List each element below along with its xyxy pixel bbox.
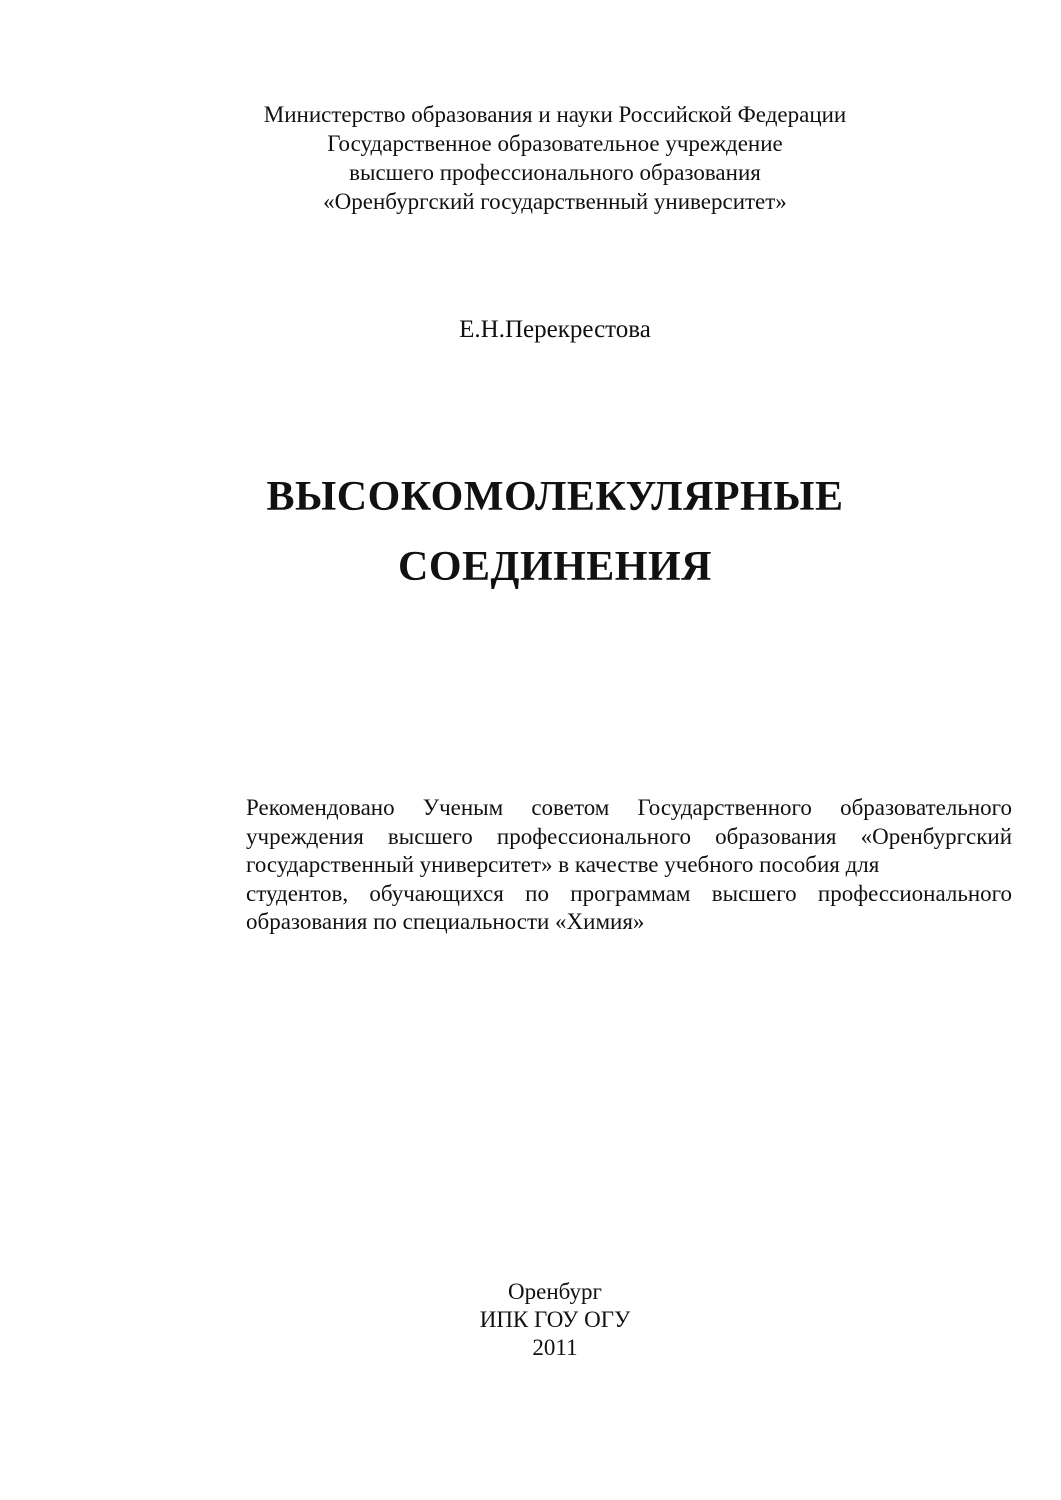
recommendation-line-2: учреждения высшего профессионального образования «Оренбургский: [246, 823, 1012, 849]
imprint-year: 2011: [532, 1335, 578, 1360]
recommendation-line-3: государственный университет» в качестве учебного пособия для: [246, 852, 880, 877]
recommendation-line-1: Рекомендовано Ученым советом Государственного образовательного: [246, 795, 1012, 820]
author-name: Е.Н.Перекрестова: [459, 316, 651, 343]
university-name-line: «Оренбургский государственный университет»: [323, 189, 787, 214]
book-title: [0, 462, 1061, 602]
institution-type-line: Государственное образовательное учреждение: [327, 131, 783, 156]
recommendation-text: [246, 794, 1012, 937]
imprint-publisher: ИПК ГОУ ОГУ: [479, 1307, 631, 1332]
recommendation-line-5: образования по специальности «Химия»: [246, 909, 645, 934]
institution-header: [0, 100, 1061, 216]
book-title-line-1: ВЫСОКОМОЛЕКУЛЯРНЫЕ: [266, 474, 844, 520]
imprint-city: Оренбург: [508, 1279, 602, 1304]
book-title-line-2: СОЕДИНЕНИЯ: [398, 544, 712, 590]
imprint-footer: [0, 1278, 1061, 1362]
education-level-line: высшего профессионального образования: [349, 160, 761, 185]
ministry-line: Министерство образования и науки Российской Федерации: [263, 102, 847, 127]
recommendation-line-4: студентов, обучающихся по программам высшего профессионального: [246, 880, 1012, 906]
